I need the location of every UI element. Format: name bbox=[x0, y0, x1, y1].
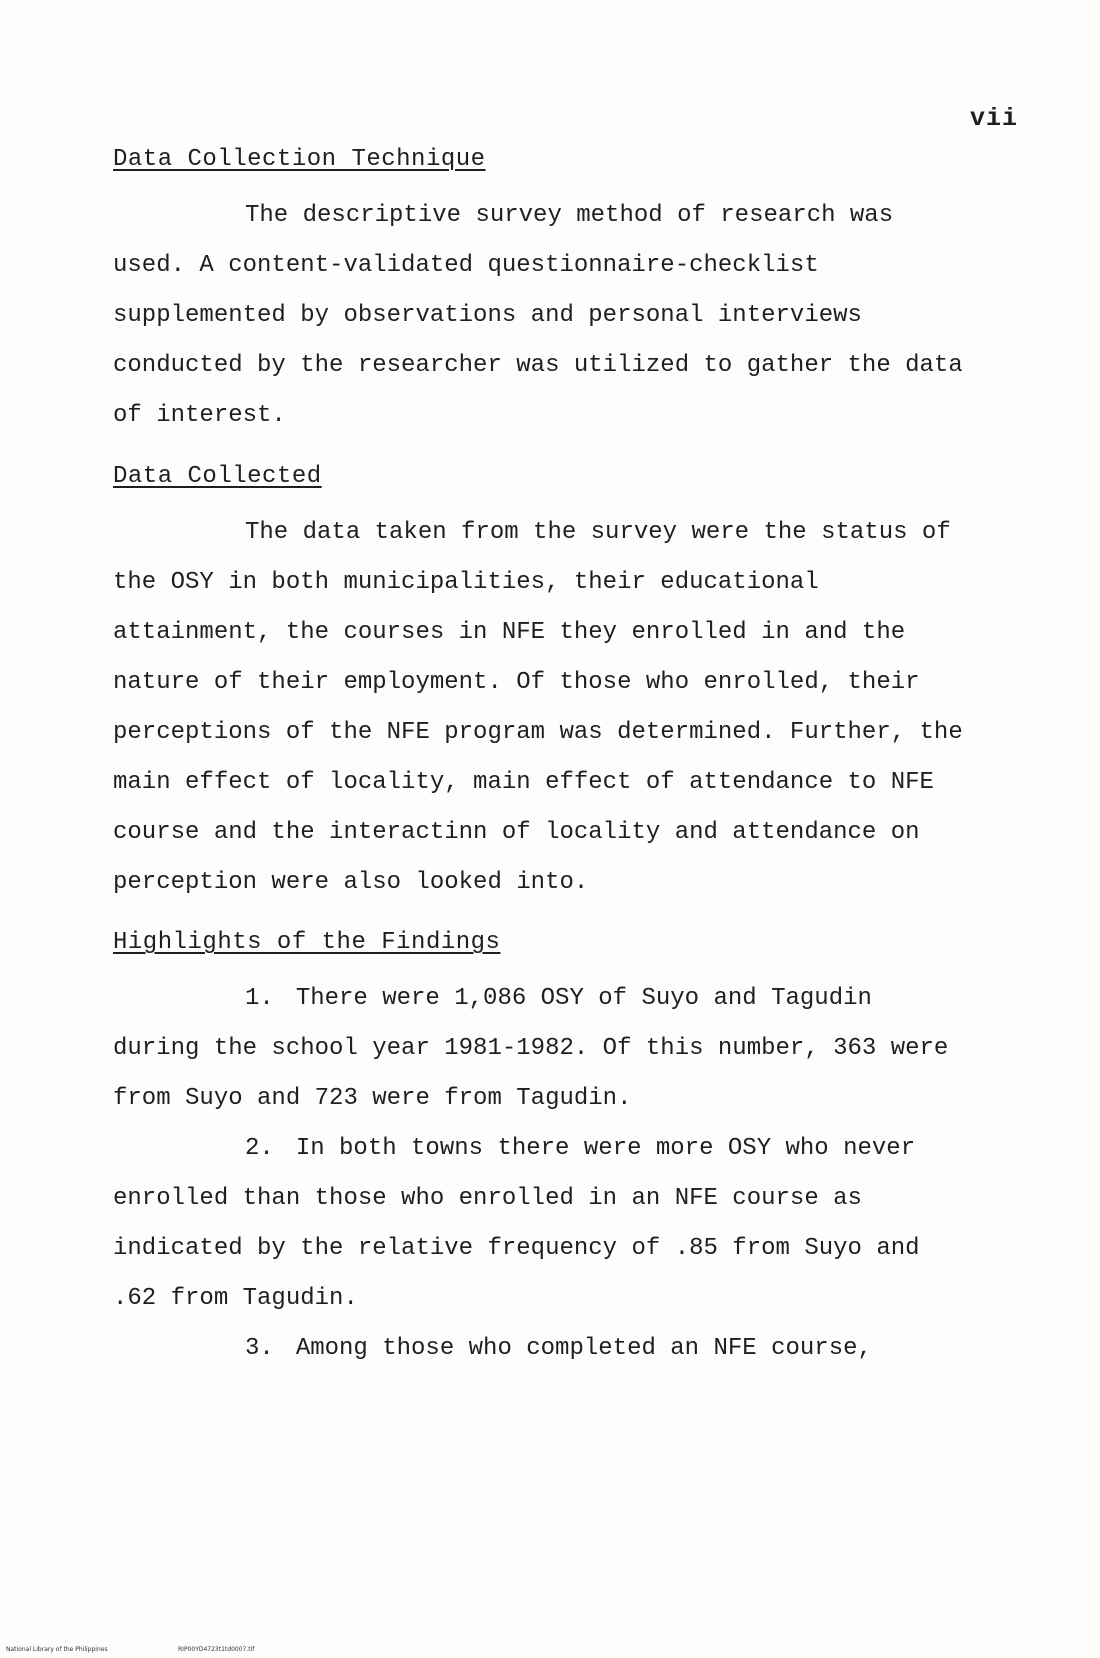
finding-text: In both towns there were more OSY who never enrolled than those who enrolled in an NFE course as indicated by the relative frequency of .85 from Suyo and .62 from Tagudin. bbox=[113, 1135, 920, 1312]
footer-library: National Library of the Philippines bbox=[6, 1646, 108, 1653]
section-highlights-of-findings bbox=[113, 929, 963, 1374]
finding-item bbox=[113, 1324, 963, 1374]
finding-text: Among those who completed an NFE course, bbox=[295, 1335, 872, 1362]
finding-item bbox=[113, 974, 963, 1124]
section-data-collected bbox=[113, 463, 978, 908]
section-heading: Data Collection Technique bbox=[113, 146, 486, 173]
finding-text: There were 1,086 OSY of Suyo and Tagudin during the school year 1981-1982. Of this number, 363 were from Suyo and 723 were from Tagudin. bbox=[113, 985, 949, 1112]
page-number: vii bbox=[970, 104, 1019, 133]
paragraph: The descriptive survey method of research was used. A content-validated questionnaire-checklist supplemented by observations and personal interviews conducted by the researcher was utilized to gather the data of interest. bbox=[113, 202, 963, 429]
findings-list bbox=[113, 974, 963, 1374]
section-heading: Highlights of the Findings bbox=[113, 929, 501, 956]
finding-item bbox=[113, 1124, 963, 1324]
section-heading: Data Collected bbox=[113, 463, 322, 490]
finding-number: 1. bbox=[245, 985, 274, 1012]
finding-number: 2. bbox=[245, 1135, 274, 1162]
footer-file-id: RIP00YD4723t1td0007.tif bbox=[178, 1646, 255, 1653]
finding-number: 3. bbox=[245, 1335, 274, 1362]
section-data-collection-technique bbox=[113, 146, 963, 441]
paragraph: The data taken from the survey were the status of the OSY in both municipalities, their educational attainment, the courses in NFE they enrolled in and the nature of their employment. Of those who enrolled, their perceptions of the NFE program was determined. Further, the main effect of locality, main effect of attendance to NFE course and the interactinn of locality and attendance on perception were also looked into. bbox=[113, 519, 963, 896]
